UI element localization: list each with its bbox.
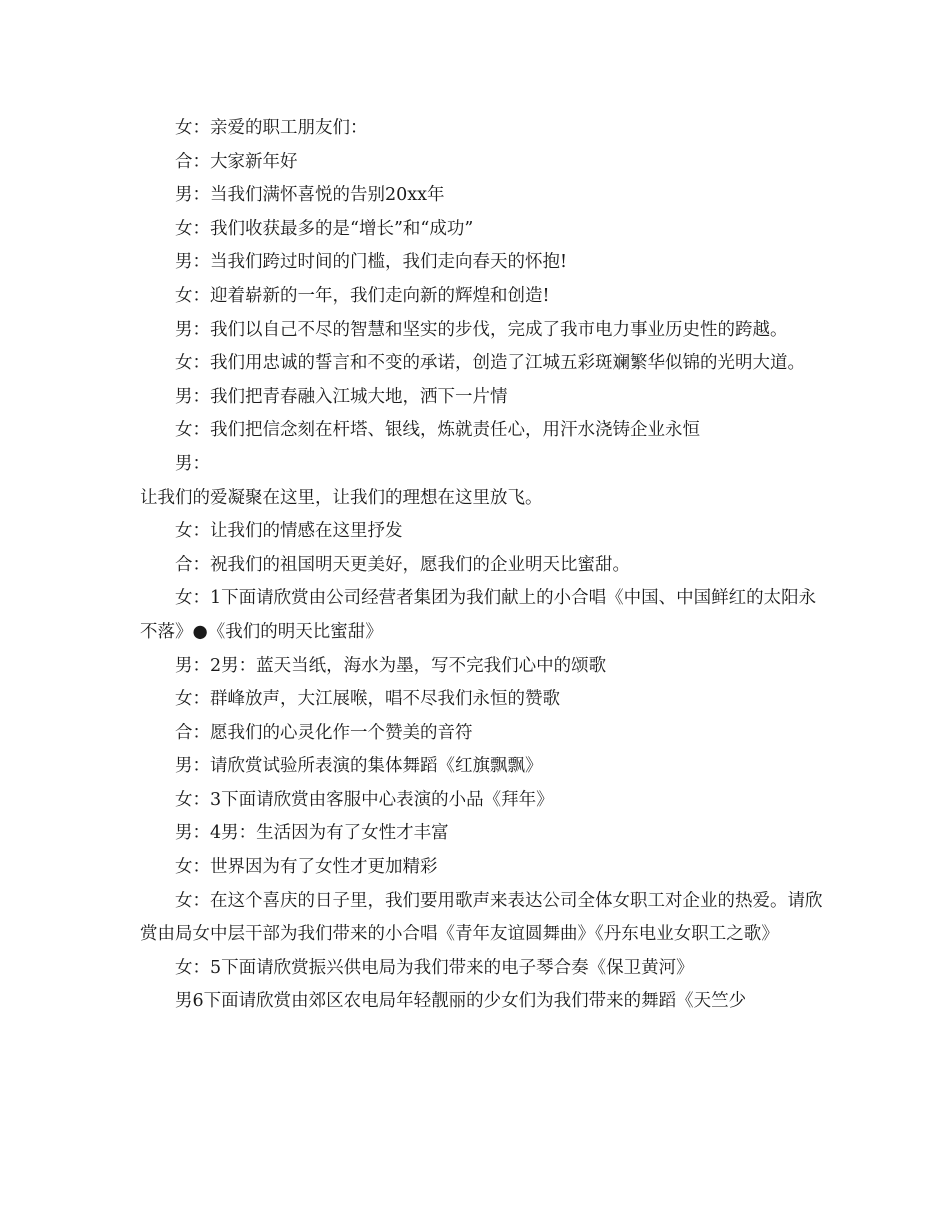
paragraph: 女：5下面请欣赏振兴供电局为我们带来的电子琴合奏《保卫黄河》 xyxy=(175,957,694,978)
paragraph: 让我们的爱凝聚在这里，让我们的理想在这里放飞。 xyxy=(140,487,543,508)
paragraph: 女：我们收获最多的是“增长”和“成功” xyxy=(175,218,474,239)
paragraph: 女：迎着崭新的一年，我们走向新的辉煌和创造! xyxy=(175,285,550,306)
paragraph: 女：亲爱的职工朋友们： xyxy=(175,118,368,138)
paragraph: 女：世界因为有了女性才更加精彩 xyxy=(175,857,438,878)
paragraph: 男：我们以自己不尽的智慧和坚实的步伐，完成了我市电力事业历史性的跨越。 xyxy=(175,319,788,340)
paragraph: 女：3下面请欣赏由客服中心表演的小品《拜年》 xyxy=(175,789,554,810)
paragraph: 男：4男：生活因为有了女性才丰富 xyxy=(175,823,449,844)
paragraph: 女：让我们的情感在这里抒发 xyxy=(175,521,403,542)
paragraph: 女：我们用忠诚的誓言和不变的承诺，创造了江城五彩斑斓繁华似锦的光明大道。 xyxy=(175,353,805,374)
paragraph: 女：群峰放声，大江展喉，唱不尽我们永恒的赞歌 xyxy=(175,689,560,710)
paragraph: 男：我们把青春融入江城大地，洒下一片情 xyxy=(175,386,508,407)
paragraph: 男： xyxy=(175,453,210,474)
paragraph: 合：大家新年好 xyxy=(175,151,298,172)
paragraph: 男：当我们满怀喜悦的告别20xx年 xyxy=(175,185,445,206)
paragraph: 合：祝我们的祖国明天更美好，愿我们的企业明天比蜜甜。 xyxy=(175,554,630,575)
paragraph: 男：2男：蓝天当纸，海水为墨，写不完我们心中的颂歌 xyxy=(175,655,607,676)
paragraph: 合：愿我们的心灵化作一个赞美的音符 xyxy=(175,722,473,743)
paragraph: 男：请欣赏试验所表演的集体舞蹈《红旗飘飘》 xyxy=(175,756,543,777)
paragraph: 男：当我们跨过时间的门槛，我们走向春天的怀抱! xyxy=(175,252,568,273)
paragraph: 女：我们把信念刻在杆塔、银线，炼就责任心，用汗水浇铸企业永恒 xyxy=(175,420,700,441)
paragraph: 女：1下面请欣赏由公司经营者集团为我们献上的小合唱《中国、中国鲜红的太阳永不落》●《我们的明天比蜜甜》 xyxy=(140,588,817,642)
paragraph: 女：在这个喜庆的日子里，我们要用歌声来表达公司全体女职工对企业的热爱。请欣赏由局女中层干部为我们带来的小合唱《青年友谊圆舞曲》《丹东电业女职工之歌》 xyxy=(140,890,823,945)
document-body xyxy=(140,112,830,1019)
paragraph: 男6下面请欣赏由郊区农电局年轻靓丽的少女们为我们带来的舞蹈《天竺少 xyxy=(175,991,747,1012)
